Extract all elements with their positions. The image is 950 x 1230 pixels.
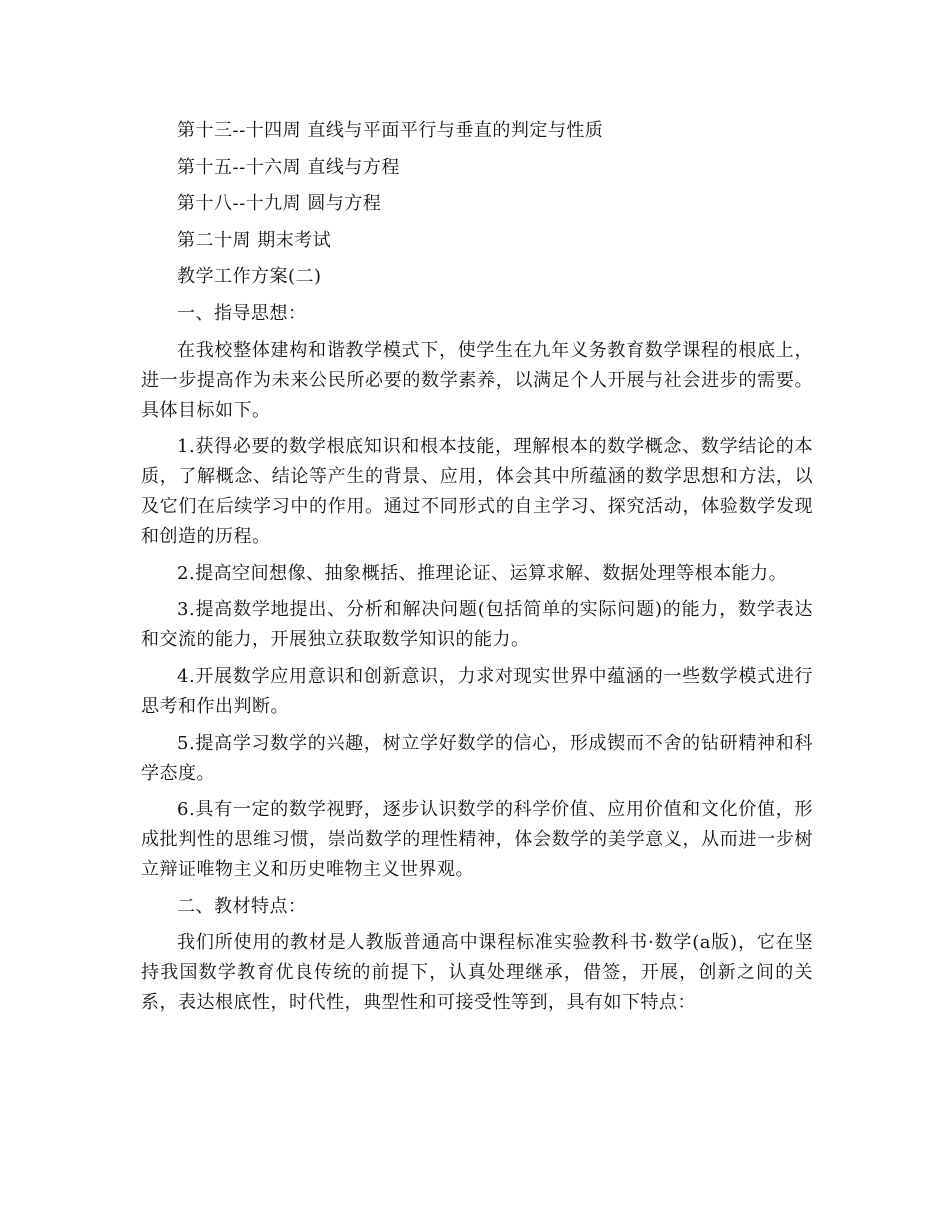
section-heading-textbook-features: 二、教材特点： bbox=[177, 895, 307, 917]
plan-title: 教学工作方案(二) bbox=[177, 266, 322, 288]
document-body bbox=[141, 116, 813, 1025]
goal-item-1: 1.获得必要的数学根底知识和根本技能，理解根本的数学概念、数学结论的本质，了解概念、结论等产生的背景、应用，体会其中所蕴涵的数学思想和方法，以及它们在后续学习中的作用。通过不同形式的自主学习、探究活动，体验数学发现和创造的历程。 bbox=[141, 436, 813, 548]
section-heading-guiding-thought: 一、指导思想： bbox=[177, 302, 307, 324]
section-intro-paragraph: 在我校整体建构和谐教学模式下，使学生在九年义务教育数学课程的根底上，进一步提高作为未来公民所必要的数学素养，以满足个人开展与社会进步的需要。具体目标如下。 bbox=[141, 339, 813, 421]
textbook-features-paragraph: 我们所使用的教材是人教版普通高中课程标准实验教科书·数学(a版)，它在坚持我国数学教育优良传统的前提下，认真处理继承，借签，开展，创新之间的关系，表达根底性，时代性，典型性和可接受性等到，具有如下特点： bbox=[141, 932, 813, 1014]
schedule-line-week-20: 第二十周 期末考试 bbox=[177, 229, 332, 251]
schedule-line-weeks-18-19: 第十八--十九周 圆与方程 bbox=[177, 193, 382, 215]
schedule-line-weeks-15-16: 第十五--十六周 直线与方程 bbox=[177, 156, 400, 178]
goal-item-6: 6.具有一定的数学视野，逐步认识数学的科学价值、应用价值和文化价值，形成批判性的思维习惯，崇尚数学的理性精神，体会数学的美学意义，从而进一步树立辩证唯物主义和历史唯物主义世界观。 bbox=[141, 799, 813, 881]
goal-item-3: 3.提高数学地提出、分析和解决问题(包括简单的实际问题)的能力，数学表达和交流的能力，开展独立获取数学知识的能力。 bbox=[141, 599, 813, 651]
schedule-line-weeks-13-14: 第十三--十四周 直线与平面平行与垂直的判定与性质 bbox=[177, 120, 604, 141]
goal-item-5: 5.提高学习数学的兴趣，树立学好数学的信心，形成锲而不舍的钻研精神和科学态度。 bbox=[141, 732, 813, 784]
goal-item-2: 2.提高空间想像、抽象概括、推理论证、运算求解、数据处理等根本能力。 bbox=[177, 562, 788, 584]
goal-item-4: 4.开展数学应用意识和创新意识，力求对现实世界中蕴涵的一些数学模式进行思考和作出判断。 bbox=[141, 665, 813, 717]
